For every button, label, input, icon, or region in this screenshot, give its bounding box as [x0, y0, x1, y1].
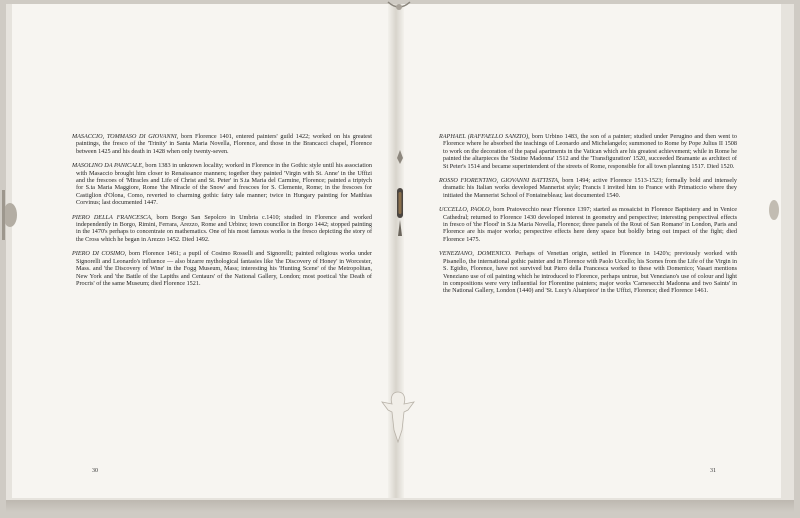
right-edge-clip-icon	[766, 190, 782, 230]
page-number-right: 31	[710, 468, 716, 474]
binding-figure-icon	[378, 386, 418, 446]
artist-entry	[72, 133, 372, 155]
artist-name: MASOLINO DA PANICALE,	[72, 162, 144, 170]
artist-bio: born Urbino 1483, the son of a painter; studied under Perugino and then went to Florence where he absorbed the teachings of Leonardo and Michelangelo; summoned to Rome by Pope Julius II 1508 to work on the decoration of the papal apartments in the Vatican which are his greatest achievement; while in Rome he painted the altarpieces the 'Sistine Madonna' 1512 and the 'Transfiguration' 1520, succeeded Bramante as architect of St Peter's 1514 and became superintendent of the streets of Rome, responsible for all town planning 1517. Died 1520.	[443, 133, 737, 170]
artist-name: PIERO DI COSIMO,	[72, 250, 127, 258]
left-edge-clip-icon	[0, 180, 20, 250]
artist-name: UCCELLO, PAOLO,	[439, 206, 492, 214]
artist-entry	[439, 250, 737, 294]
artist-name: RAPHAEL (RAFFAELLO SANZIO),	[439, 133, 530, 140]
artist-entry	[72, 162, 372, 206]
artist-name: MASACCIO, TOMMASO DI GIOVANNI,	[72, 133, 179, 140]
artist-entry	[439, 206, 737, 243]
artist-name: PIERO DELLA FRANCESCA,	[72, 213, 153, 221]
artist-bio: Perhaps of Venetian origin, settled in Florence in 1420's; previously worked with Pisanello, the international gothic painter and in Florence with Paolo Uccello; his Scenes from the Life of the Virgin in S. Egidio, Florence, have not survived but Piero della Francesca worked to these with Domenico; Vasari mentions Veneziano use of oil painting which he introduced to Florence, perhaps untrue, but Veneziano's use of colour and light in compositions were very influential for Florentine painters; major works 'Carnesecchi Madonna and two Saints' in the National Gallery, London (1440) and 'St. Lucy's Altarpiece' in the Uffizi, Florence; died Florence 1461.	[443, 250, 738, 295]
artist-bio: born Florence 1401, entered painters' guild 1422; worked on his greatest paintings, the fresco of the 'Trinity' in Santa Maria Novella, Florence, and those in the Brancacci chapel, Florence between 1425 and his death in 1428 when only twenty-seven.	[76, 133, 372, 155]
right-column	[439, 133, 737, 302]
artist-name: ROSSO FIORENTINO, GIOVANNI BATTISTA,	[439, 177, 560, 185]
artist-bio: born 1383 in unknown locality; worked in Florence in the Gothic style until his association with Masaccio brought him closer to Renaissance manners; together they painted 'Virgin with St. Anne' in the Uffizi and the frescoes of 'Miracles and Life of Christ and St. Peter' in S.ta Maria del Carmine, Florence; painted a triptych for S.ta Maria Maggiore, Rome 'the Miracle of the Snow' and frescoes for S. Clemente, Rome; in the frescoes for Castiglion d'Olona, Como, reverted to charming gothic fairy tale manner; twice in Hungary painting for Matthias Corvinus; last documented 1447.	[76, 162, 372, 207]
page-number-left: 30	[92, 468, 98, 474]
artist-bio: born Borgo San Sepolcro in Umbria c.1410; studied in Florence and worked independently in Borgo, Rimini, Ferrara, Arezzo, Rome and Urbino; town councillor in Borgo 1442; stopped painting in the 1470's perhaps to concentrate on mathematics. One of his most famous works is the fresco depicting the story of the Cross which he began in Arezzo 1452. Died 1492.	[76, 213, 372, 243]
artist-entry	[439, 133, 737, 170]
artist-bio: born 1494; active Florence 1513-1523; formally bold and intensely dramatic his Italian works developed Mannerist style; Francis I invited him to France with Primaticcio where they initiated the Mannerist School of Fontainebleau; last documented 1540.	[443, 177, 737, 199]
artist-entry	[72, 214, 372, 244]
artist-bio: born Pratovecchio near Florence 1397; started as mosaicist in Florence Baptistery and in Venice Cathedral; returned to Florence 1430 developed interest in geometry and perspective; interesting perspectival effects in fresco of 'the Flood' in S.ta Maria Novella, Florence; three panels of the Rout of San Romano' in London, Paris and Florence are his major works; perspective effects here deny space but boldly bring out impact of the fight; died Florence 1475.	[443, 206, 737, 243]
left-column	[72, 133, 372, 294]
artist-name: VENEZIANO, DOMENICO.	[439, 250, 512, 258]
artist-bio: born Florence 1461; a pupil of Cosimo Rosselli and Signorelli; painted religious works under Signorelli and Leonardo's influence — also bizarre mythological fantasies like 'the Discovery of Honey' in Worcester, Mass. and 'the Discovery of Wine' in the Fogg Museum, Mass; interesting his 'Hunting Scene' of the Metropolitan, New York and 'the Battle of the Lapiths and Centaurs' of the National Gallery, London; most poetical 'the Death of Procris' of the same Museum; died Florence 1521.	[76, 250, 372, 287]
top-clasp-icon	[384, 0, 414, 14]
artist-entry	[439, 177, 737, 199]
book-shadow	[6, 500, 794, 512]
spine-ornament-icon	[390, 150, 410, 240]
artist-entry	[72, 250, 372, 287]
